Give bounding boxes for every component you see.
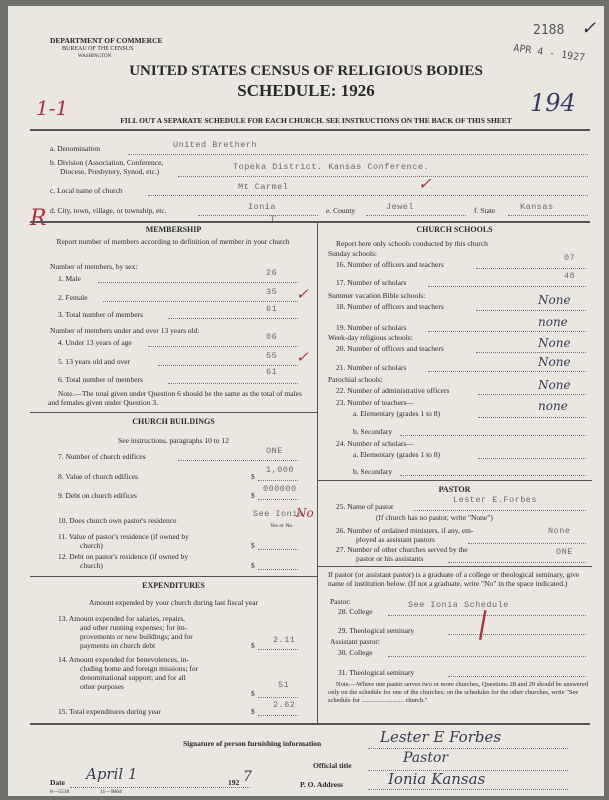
census-schedule-sheet: [8, 6, 604, 796]
q12-label: 12. Debt on pastor's residence (if owned by: [58, 552, 189, 561]
q22-label: 22. Number of administrative officers: [336, 386, 450, 395]
q6-label: 6. Total number of members: [58, 375, 143, 384]
membership-note: Note.—The total given under Question 6 should be the same as the total of males and females given under Question 3.: [48, 389, 302, 407]
check-mark-icon: ✓: [581, 18, 597, 39]
sunday-schools-label: Sunday schools:: [328, 249, 377, 258]
q4-label: 4. Under 13 years of age: [58, 338, 132, 347]
date-value: April 1: [86, 765, 138, 783]
q2-label: 2. Female: [58, 293, 88, 302]
denomination-label: a. Denomination: [50, 144, 100, 153]
q15-label: 15. Total expenditures during year: [58, 707, 161, 716]
schools-intro: Report here only schools conducted by this church: [336, 239, 488, 248]
division-value: Topeka District. Kansas Conference.: [233, 162, 430, 172]
expenditures-title: EXPENDITURES: [142, 581, 205, 590]
q20-value: None: [538, 336, 571, 350]
q23b-label: b. Secondary: [353, 427, 393, 436]
official-title-label: Official title: [313, 761, 352, 770]
q13-dollar: $: [251, 641, 255, 650]
q28-value: See Ionia Schedule: [408, 600, 509, 610]
state-label: f. State: [474, 206, 496, 215]
q1-label: 1. Male: [58, 274, 81, 283]
schedule-title: SCHEDULE: 1926: [237, 81, 375, 100]
q31-label: 31. Theological seminary: [338, 668, 415, 677]
q8-dollar: $: [251, 472, 255, 481]
official-title-value: Pastor: [403, 750, 449, 766]
q24a-label: a. Elementary (grades 1 to 8): [353, 450, 441, 459]
q14-line-4: other purposes: [80, 682, 124, 691]
file-number-stamp: 2188: [533, 23, 565, 38]
q13-value: 2.11: [273, 635, 296, 645]
q10-sub-label: Yes or No: [270, 523, 293, 529]
q25-value: Lester E.Forbes: [453, 495, 538, 505]
q3-label: 3. Total number of members: [58, 310, 143, 319]
q26-line-2: ployed as assistant pastors: [356, 535, 435, 544]
q11-label: 11. Value of pastor's residence (if owned by: [58, 532, 189, 541]
q2-value: 35: [266, 287, 278, 297]
form-number: 8—5518: [50, 789, 70, 795]
county-label: e. County: [326, 206, 356, 215]
q11-label-2: church): [80, 541, 103, 550]
q25-note: (If church has no pastor, write "None"): [376, 513, 493, 522]
q9-value: 000000: [263, 484, 297, 494]
q9-label: 9. Debt on church edifices: [58, 491, 137, 500]
q23a-value: none: [538, 399, 568, 413]
year-suffix: 7: [243, 769, 252, 785]
q14-line-2: cluding home and foreign missions; for: [80, 664, 199, 673]
q5-label: 5. 13 years old and over: [58, 357, 131, 366]
check-mark-icon: ✓: [296, 285, 309, 303]
q7-label: 7. Number of church edifices: [58, 452, 146, 461]
q14-value: 51: [278, 680, 290, 690]
pastor-subheading: Pastor:: [330, 597, 351, 606]
schools-title: CHURCH SCHOOLS: [416, 225, 493, 234]
signature-label: Signature of person furnishing information: [183, 739, 322, 748]
county-value: Jewel: [386, 202, 415, 212]
department-name: DEPARTMENT OF COMMERCE: [50, 36, 163, 45]
q1-value: 26: [266, 268, 278, 278]
summer-schools-label: Summer vacation Bible schools:: [328, 291, 426, 300]
q5-value: 55: [266, 351, 278, 361]
q15-value: 2.62: [273, 700, 296, 710]
weekday-schools-label: Week-day religious schools:: [328, 333, 413, 342]
members-by-sex-label: Number of members, by sex:: [50, 262, 138, 271]
q17-value: 48: [564, 271, 576, 281]
po-address-value: Ionia Kansas: [388, 770, 486, 788]
q19-value: none: [538, 315, 568, 329]
check-mark-icon: ✓: [296, 348, 309, 366]
pastor-note: Note.—Where one pastor serves two or more churches, Questions 28 and 29 should be answered only on the schedule for one of the churches; on the schedules for the other churches, write "See schedule for .......................... church.": [328, 681, 588, 704]
q8-label: 8. Value of church edifices: [58, 472, 139, 481]
signature-value: Lester E Forbes: [380, 728, 502, 746]
q26-line-1: 26. Number of ordained ministers, if any, em-: [336, 526, 474, 535]
po-address-label: P. O. Address: [300, 780, 343, 789]
expenditures-subtitle: Amount expended by your church during last fiscal year: [88, 598, 259, 607]
q24b-label: b. Secondary: [353, 467, 393, 476]
division-label: b. Division (Association, Conference,: [50, 158, 164, 167]
q27-line-1: 27. Number of other churches served by the: [336, 545, 468, 554]
city-value: Ionia: [248, 202, 277, 212]
q27-line-2: pastor or his assistants: [356, 554, 424, 563]
college-instruction: If pastor (or assistant pastor) is a graduate of a college or theological seminary, give name of institution below. (If not a graduate, write "No" in the space indicated.): [328, 570, 580, 588]
date-label: Date: [50, 778, 65, 787]
q12-label-2: church): [80, 561, 103, 570]
q25-label: 25. Name of pastor: [336, 502, 394, 511]
q12-dollar: $: [251, 561, 255, 570]
q21-value: None: [538, 355, 571, 369]
membership-intro: Report number of members according to definition of member in your church: [56, 237, 290, 246]
members-by-age-label: Number of members under and over 13 years old:: [50, 326, 200, 335]
bureau-name: BUREAU OF THE CENSUS: [62, 46, 134, 52]
q7-value: ONE: [266, 446, 283, 456]
q16-value: 07: [564, 253, 576, 263]
q15-dollar: $: [251, 707, 255, 716]
q23a-label: a. Elementary (grades 1 to 8): [353, 409, 441, 418]
q16-label: 16. Number of officers and teachers: [336, 260, 444, 269]
check-mark-icon: ✓: [418, 174, 432, 193]
division-label-2: Diocese, Presbytery, Synod, etc.): [60, 167, 160, 176]
q23-label: 23. Number of teachers—: [336, 398, 414, 407]
pastor-title: PASTOR: [438, 485, 471, 494]
q17-label: 17. Number of scholars: [336, 278, 407, 287]
q13-line-4: payments on church debt: [80, 641, 156, 650]
q10-label: 10. Does church own pastor's residence: [58, 516, 177, 525]
q13-line-1: 13. Amount expended for salaries, repairs,: [58, 614, 186, 623]
q29-label: 29. Theological seminary: [338, 626, 415, 635]
local-name-value: Mt Carmel: [238, 182, 289, 192]
q11-dollar: $: [251, 541, 255, 550]
q8-value: 1,000: [266, 465, 295, 475]
q13-line-2: and other running expenses; for im-: [80, 623, 188, 632]
q20-label: 20. Number of officers and teachers: [336, 344, 444, 353]
q24-label: 24. Number of scholars—: [336, 439, 414, 448]
q27-value: ONE: [556, 547, 573, 557]
q18-value: None: [538, 293, 571, 307]
q6-value: 61: [266, 367, 278, 377]
q21-label: 21. Number of scholars: [336, 363, 407, 372]
q9-dollar: $: [251, 491, 255, 500]
q14-line-1: 14. Amount expended for benevolences, in-: [58, 655, 190, 664]
q19-label: 19. Number of scholars: [336, 323, 407, 332]
q14-line-3: denominational support; and for all: [80, 673, 186, 682]
q14-dollar: $: [251, 689, 255, 698]
buildings-title: CHURCH BUILDINGS: [132, 417, 215, 426]
q28-label: 28. College: [338, 607, 373, 616]
q22-value: None: [538, 378, 571, 392]
q26-value: None: [548, 526, 571, 536]
instruction-line: FILL OUT A SEPARATE SCHEDULE FOR EACH CHURCH. SEE INSTRUCTIONS ON THE BACK OF THIS SHEET: [120, 116, 512, 125]
right-margin-mark: 194: [530, 89, 576, 117]
denomination-value: United Bretherh: [173, 140, 258, 150]
q3-value: 61: [266, 304, 278, 314]
parochial-schools-label: Parochial schools:: [328, 375, 383, 384]
received-date-stamp: APR 4 - 1927: [512, 43, 586, 64]
membership-title: MEMBERSHIP: [145, 225, 202, 234]
form-title: UNITED STATES CENSUS OF RELIGIOUS BODIES: [129, 63, 483, 79]
q18-label: 18. Number of officers and teachers: [336, 302, 444, 311]
year-prefix: 192: [228, 778, 240, 787]
q4-value: 06: [266, 332, 278, 342]
q10-hand-value: No: [296, 506, 314, 520]
buildings-subtitle: See instructions, paragraphs 10 to 12: [118, 436, 229, 445]
q13-line-3: provements or new buildings; and for: [80, 632, 193, 641]
local-name-label: c. Local name of church: [50, 186, 123, 195]
print-number: 11—9064: [100, 789, 122, 795]
red-strike-mark: |: [475, 605, 492, 642]
city-name: WASHINGTON: [78, 54, 112, 59]
assistant-pastor-subheading: Assistant pastor:: [330, 637, 380, 646]
q10-value: See Ionia: [253, 509, 304, 519]
city-label: d. City, town, village, or township, etc.: [50, 206, 167, 215]
r-margin-mark: R: [30, 206, 47, 231]
q30-label: 30. College: [338, 648, 373, 657]
state-value: Kansas: [520, 202, 554, 212]
t-mark: T: [270, 214, 276, 224]
left-margin-mark: 1-1: [36, 96, 69, 120]
